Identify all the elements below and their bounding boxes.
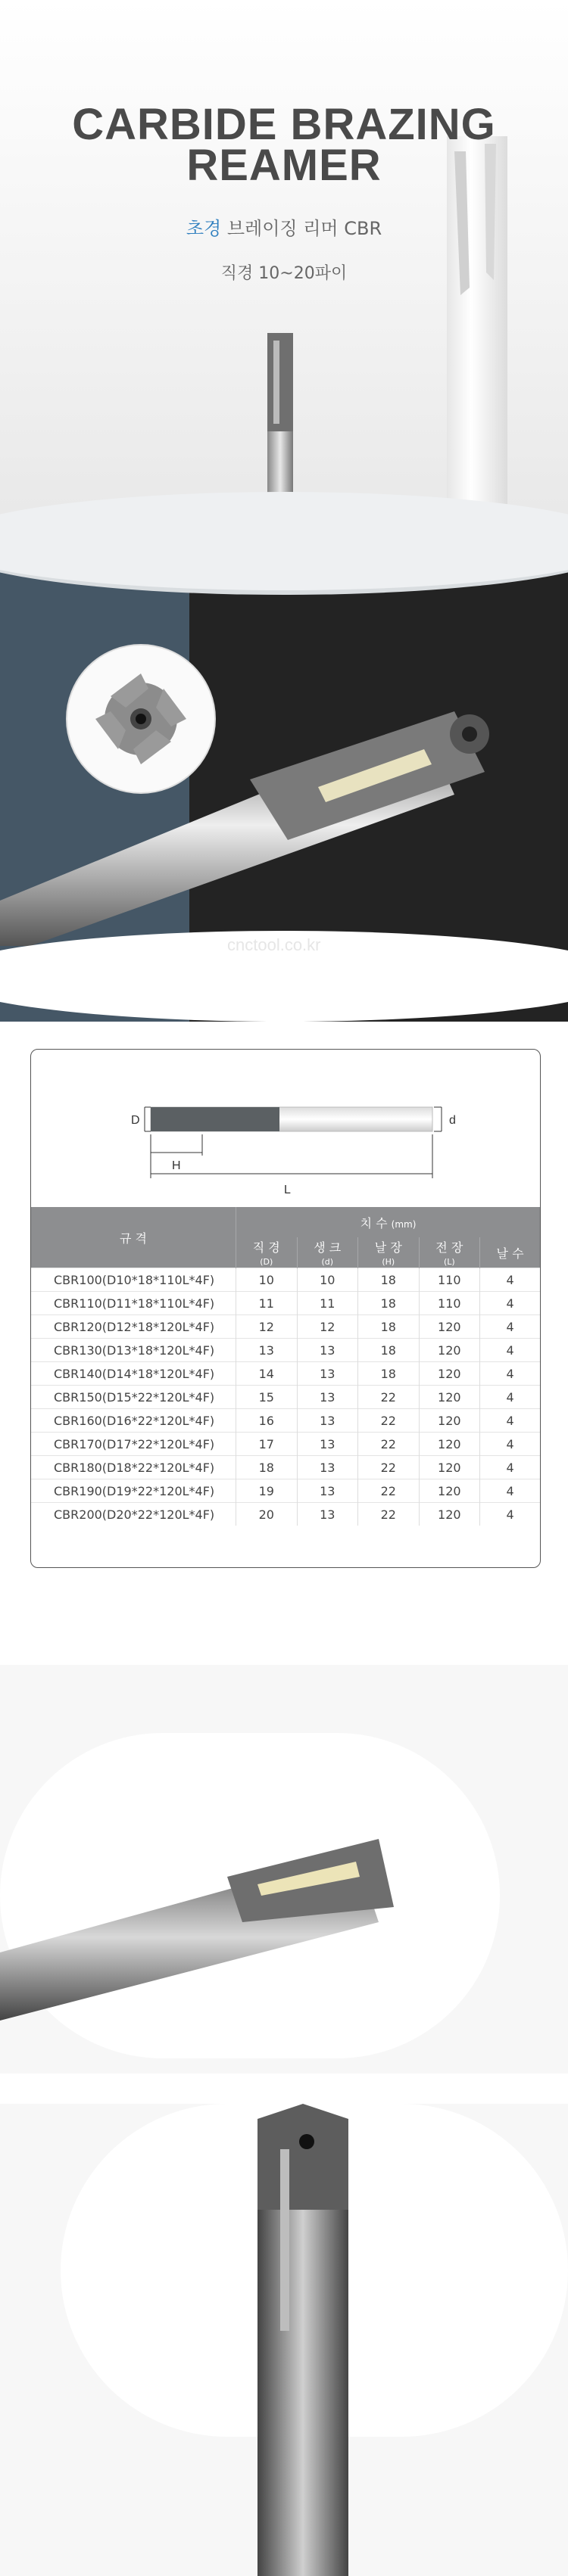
table-row bbox=[31, 1268, 540, 1292]
table-cell-d: 13 bbox=[297, 1433, 358, 1456]
table-cell-H: 22 bbox=[358, 1433, 420, 1456]
section-curve-top bbox=[0, 492, 568, 595]
spec-table-body bbox=[31, 1268, 540, 1526]
hero-section bbox=[0, 0, 568, 575]
reamer-end-view-image bbox=[65, 643, 217, 795]
page-title bbox=[0, 100, 568, 190]
table-cell-name: CBR100(D10*18*110L*4F) bbox=[31, 1268, 236, 1292]
diagram-label-d: d bbox=[449, 1114, 456, 1127]
dimension-diagram bbox=[31, 1050, 540, 1201]
white-reamer-image bbox=[424, 136, 530, 545]
table-cell-D: 18 bbox=[236, 1456, 298, 1479]
table-cell-D: 12 bbox=[236, 1315, 298, 1339]
table-cell-H: 22 bbox=[358, 1386, 420, 1409]
table-cell-H: 18 bbox=[358, 1339, 420, 1362]
table-cell-D: 11 bbox=[236, 1292, 298, 1315]
table-row bbox=[31, 1386, 540, 1409]
table-cell-name: CBR180(D18*22*120L*4F) bbox=[31, 1456, 236, 1479]
table-cell-H: 22 bbox=[358, 1503, 420, 1526]
table-cell-H: 18 bbox=[358, 1268, 420, 1292]
diameter-range: 직경 10~20파이 bbox=[220, 264, 348, 283]
subtitle-text: 브레이징 리머 CBR bbox=[226, 218, 382, 239]
table-cell-d: 13 bbox=[297, 1409, 358, 1433]
table-cell-H: 22 bbox=[358, 1409, 420, 1433]
dims-unit: (mm) bbox=[391, 1218, 417, 1230]
diagram-label-D: D bbox=[131, 1114, 140, 1127]
table-cell-F: 4 bbox=[480, 1503, 540, 1526]
table-cell-name: CBR170(D17*22*120L*4F) bbox=[31, 1433, 236, 1456]
table-cell-name: CBR160(D16*22*120L*4F) bbox=[31, 1409, 236, 1433]
col-dimensions bbox=[236, 1207, 541, 1237]
table-cell-d: 13 bbox=[297, 1456, 358, 1479]
table-row bbox=[31, 1456, 540, 1479]
table-cell-D: 14 bbox=[236, 1362, 298, 1386]
col-blade-sub: (H) bbox=[382, 1257, 395, 1267]
table-cell-d: 11 bbox=[297, 1292, 358, 1315]
table-cell-L: 120 bbox=[419, 1433, 480, 1456]
col-shank-label: 생 크 bbox=[314, 1240, 342, 1255]
table-cell-F: 4 bbox=[480, 1433, 540, 1456]
title-line-2: REAMER bbox=[186, 141, 382, 190]
table-cell-F: 4 bbox=[480, 1479, 540, 1503]
spec-table bbox=[31, 1207, 540, 1526]
subtitle-accent: 초경 bbox=[186, 218, 222, 239]
table-cell-F: 4 bbox=[480, 1409, 540, 1433]
reamer-front-photo bbox=[0, 2104, 568, 2576]
col-diameter-sub: (D) bbox=[260, 1257, 273, 1267]
table-cell-D: 17 bbox=[236, 1433, 298, 1456]
table-cell-d: 10 bbox=[297, 1268, 358, 1292]
table-row bbox=[31, 1315, 540, 1339]
table-cell-F: 4 bbox=[480, 1315, 540, 1339]
table-cell-D: 19 bbox=[236, 1479, 298, 1503]
table-row bbox=[31, 1362, 540, 1386]
col-blade-label: 날 장 bbox=[374, 1240, 402, 1255]
table-cell-d: 13 bbox=[297, 1503, 358, 1526]
table-cell-D: 15 bbox=[236, 1386, 298, 1409]
table-cell-L: 120 bbox=[419, 1339, 480, 1362]
table-cell-F: 4 bbox=[480, 1339, 540, 1362]
table-cell-H: 18 bbox=[358, 1362, 420, 1386]
dims-label: 치 수 bbox=[360, 1215, 388, 1230]
table-cell-H: 22 bbox=[358, 1456, 420, 1479]
table-cell-L: 120 bbox=[419, 1409, 480, 1433]
table-cell-H: 18 bbox=[358, 1315, 420, 1339]
table-cell-d: 13 bbox=[297, 1386, 358, 1409]
table-cell-L: 120 bbox=[419, 1386, 480, 1409]
table-cell-D: 13 bbox=[236, 1339, 298, 1362]
table-row bbox=[31, 1292, 540, 1315]
col-spec: 규 격 bbox=[31, 1207, 236, 1268]
spec-panel bbox=[30, 1049, 541, 1568]
table-row bbox=[31, 1503, 540, 1526]
table-cell-F: 4 bbox=[480, 1386, 540, 1409]
table-cell-L: 120 bbox=[419, 1456, 480, 1479]
table-cell-name: CBR120(D12*18*120L*4F) bbox=[31, 1315, 236, 1339]
table-cell-d: 13 bbox=[297, 1362, 358, 1386]
table-row bbox=[31, 1339, 540, 1362]
diagram-label-H: H bbox=[172, 1159, 181, 1172]
col-total-label: 전 장 bbox=[435, 1240, 463, 1255]
table-cell-D: 20 bbox=[236, 1503, 298, 1526]
table-cell-L: 120 bbox=[419, 1479, 480, 1503]
table-cell-name: CBR110(D11*18*110L*4F) bbox=[31, 1292, 236, 1315]
table-row bbox=[31, 1409, 540, 1433]
table-cell-name: CBR190(D19*22*120L*4F) bbox=[31, 1479, 236, 1503]
title-line-1: CARBIDE BRAZING bbox=[72, 100, 496, 149]
table-cell-name: CBR140(D14*18*120L*4F) bbox=[31, 1362, 236, 1386]
table-cell-d: 13 bbox=[297, 1479, 358, 1503]
table-cell-name: CBR130(D13*18*120L*4F) bbox=[31, 1339, 236, 1362]
table-cell-name: CBR150(D15*22*120L*4F) bbox=[31, 1386, 236, 1409]
col-blade-length bbox=[358, 1237, 420, 1268]
table-cell-L: 120 bbox=[419, 1503, 480, 1526]
table-cell-L: 110 bbox=[419, 1292, 480, 1315]
col-shank-sub: (d) bbox=[321, 1257, 334, 1267]
table-cell-D: 10 bbox=[236, 1268, 298, 1292]
reamer-side-photo bbox=[0, 1665, 568, 2074]
col-total-length bbox=[419, 1237, 480, 1268]
table-cell-H: 22 bbox=[358, 1479, 420, 1503]
table-cell-H: 18 bbox=[358, 1292, 420, 1315]
table-cell-F: 4 bbox=[480, 1292, 540, 1315]
table-cell-d: 13 bbox=[297, 1339, 358, 1362]
table-row bbox=[31, 1479, 540, 1503]
table-cell-D: 16 bbox=[236, 1409, 298, 1433]
table-cell-L: 120 bbox=[419, 1362, 480, 1386]
table-cell-F: 4 bbox=[480, 1456, 540, 1479]
table-cell-L: 120 bbox=[419, 1315, 480, 1339]
table-cell-d: 12 bbox=[297, 1315, 358, 1339]
col-diameter-label: 직 경 bbox=[252, 1240, 280, 1255]
col-diameter bbox=[236, 1237, 298, 1268]
col-total-sub: (L) bbox=[443, 1257, 455, 1267]
diagram-label-L: L bbox=[284, 1184, 291, 1196]
table-cell-F: 4 bbox=[480, 1268, 540, 1292]
table-row bbox=[31, 1433, 540, 1456]
table-cell-L: 110 bbox=[419, 1268, 480, 1292]
table-cell-F: 4 bbox=[480, 1362, 540, 1386]
table-cell-name: CBR200(D20*22*120L*4F) bbox=[31, 1503, 236, 1526]
col-shank bbox=[297, 1237, 358, 1268]
website-label: cnctool.co.kr bbox=[227, 935, 321, 954]
product-subtitle bbox=[0, 213, 568, 240]
col-flutes: 날 수 bbox=[480, 1237, 540, 1268]
